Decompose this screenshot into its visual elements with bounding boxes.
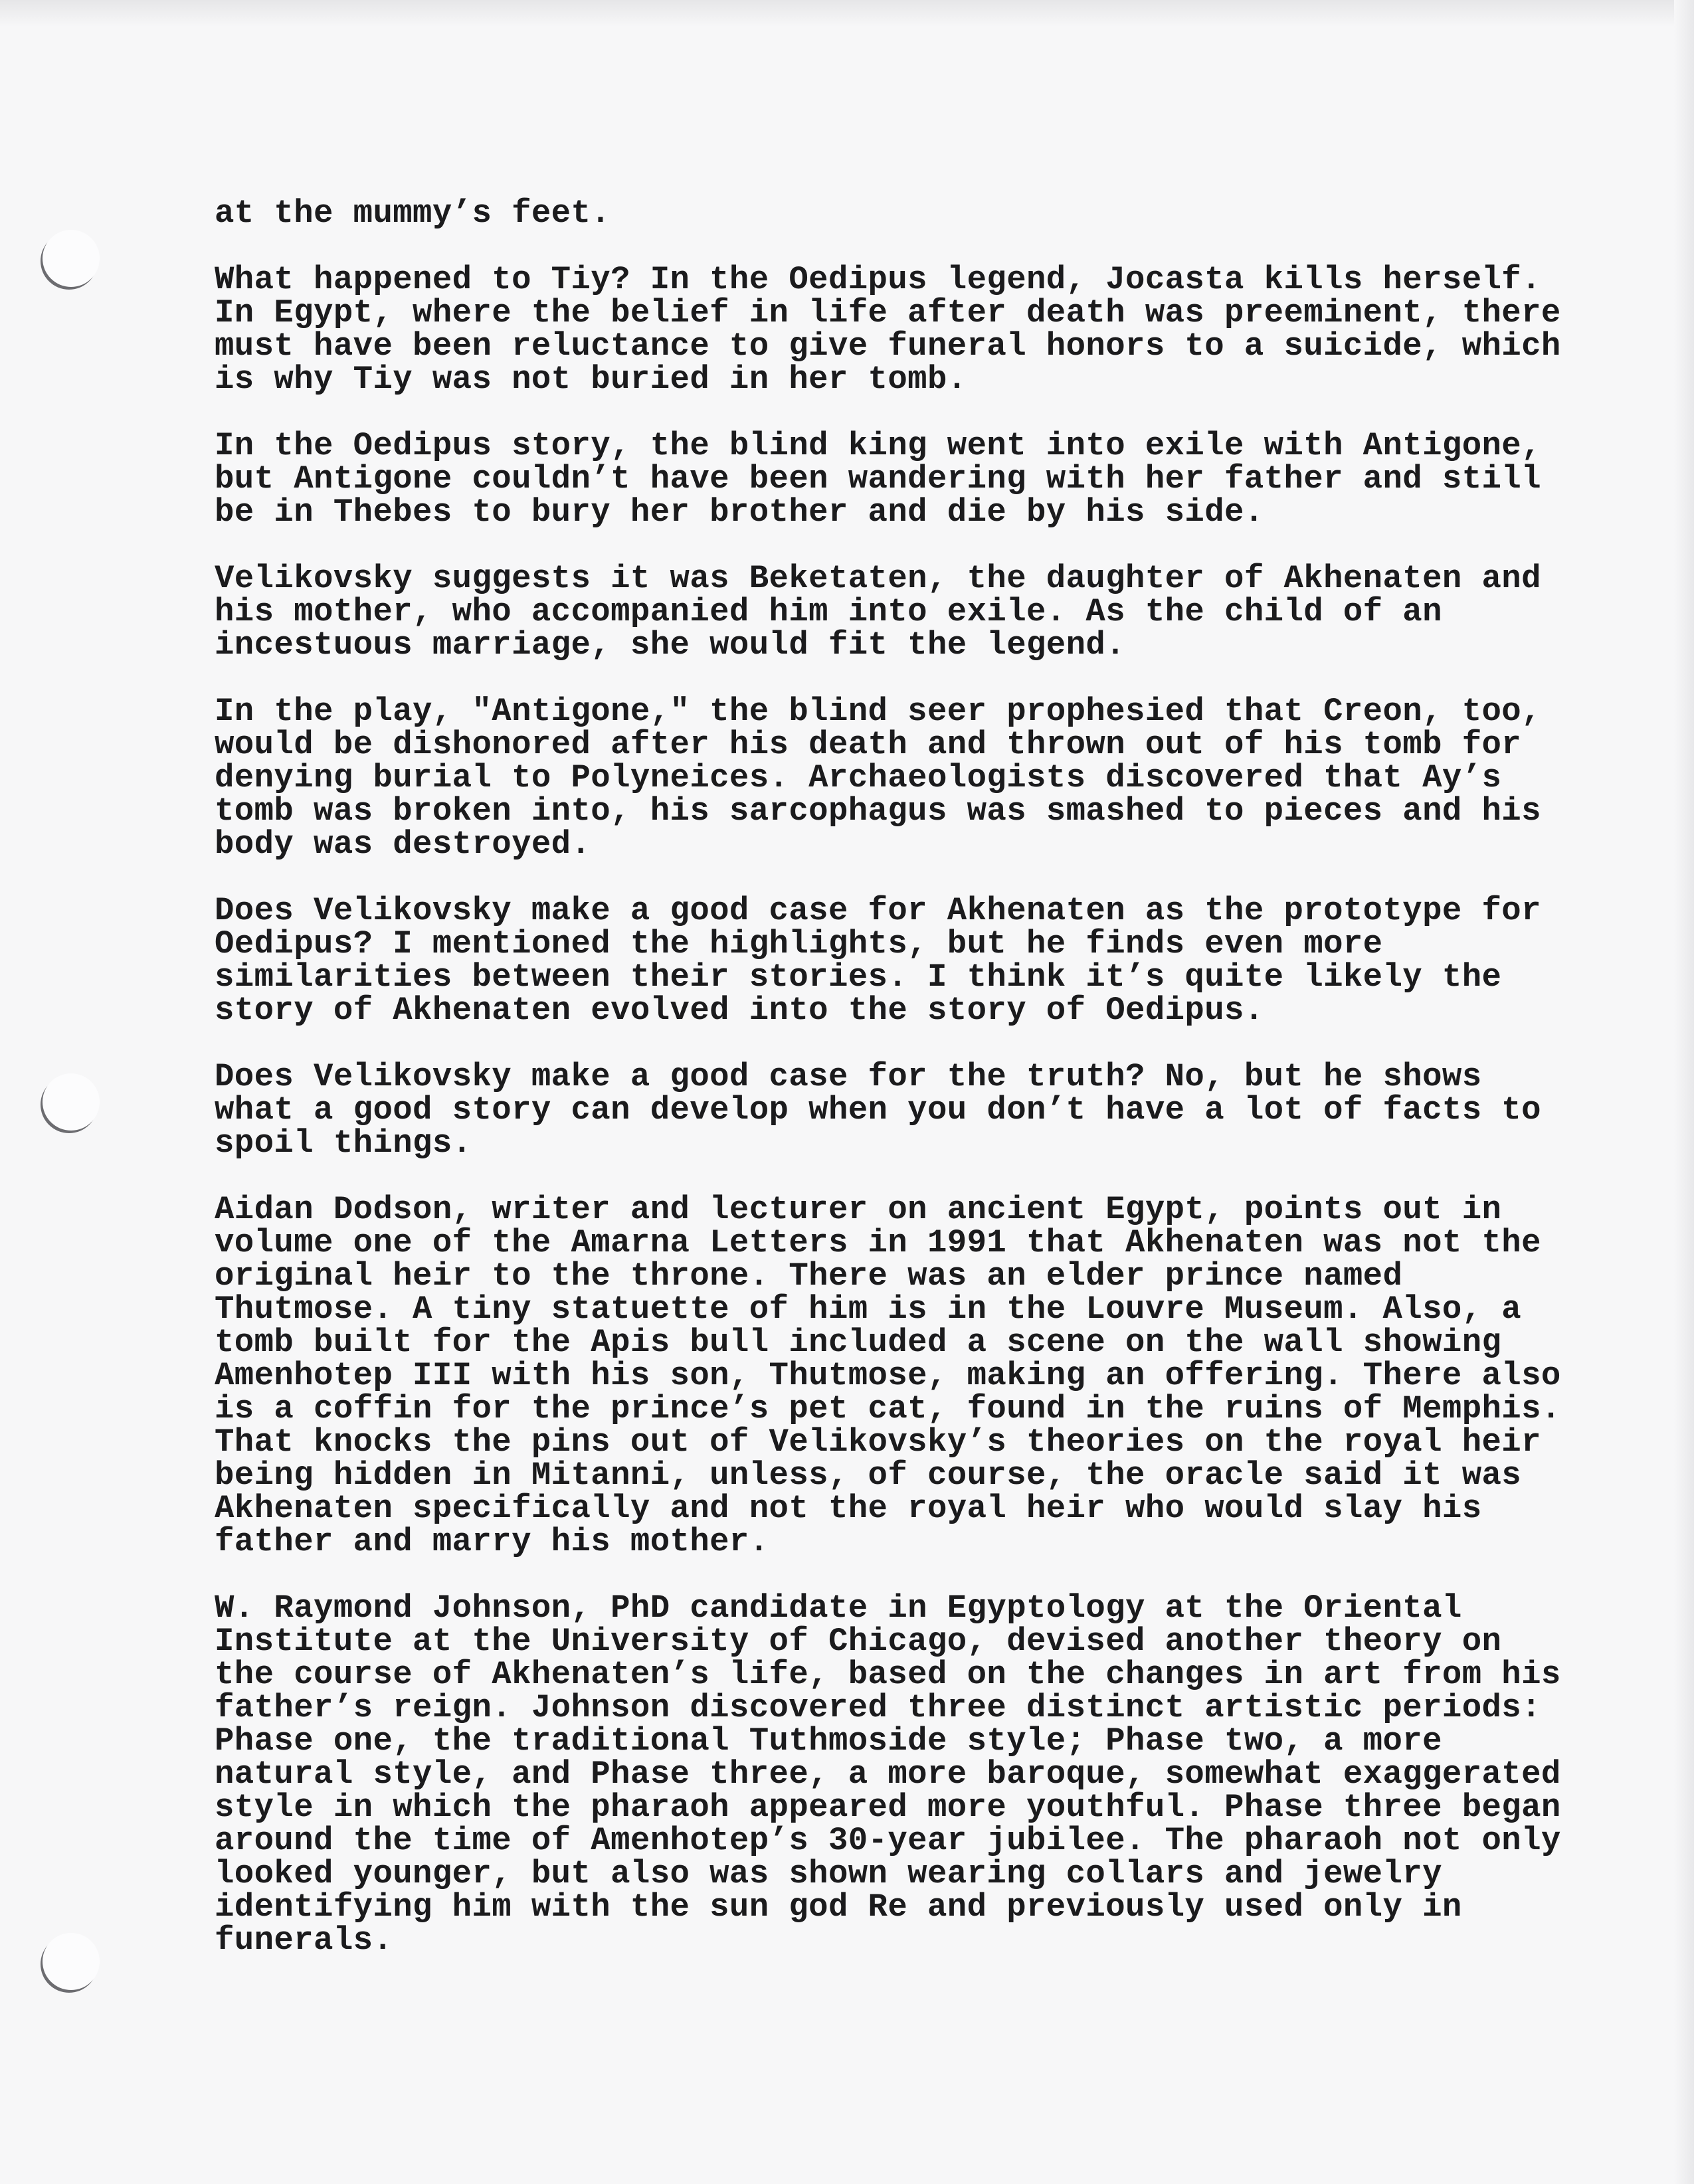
paragraph (215, 1592, 1643, 1957)
text-line: In Egypt, where the belief in life after death was preeminent, there (215, 294, 1561, 331)
text-line: That knocks the pins out of Velikovsky’s theories on the royal heir (215, 1423, 1541, 1461)
text-line: Does Velikovsky make a good case for Akhenaten as the prototype for (215, 892, 1541, 929)
text-line: tomb built for the Apis bull included a scene on the wall showing (215, 1324, 1502, 1361)
paragraph (215, 695, 1643, 861)
text-line: his mother, who accompanied him into exile. As the child of an (215, 593, 1442, 630)
text-line: Oedipus? I mentioned the highlights, but he finds even more (215, 925, 1383, 962)
text-line: spoil things. (215, 1125, 472, 1162)
text-line: be in Thebes to bury her brother and die by his side. (215, 494, 1264, 531)
text-line: natural style, and Phase three, a more baroque, somewhat exaggerated (215, 1756, 1561, 1793)
text-line: story of Akhenaten evolved into the story of Oedipus. (215, 992, 1264, 1029)
text-line: funerals. (215, 1922, 393, 1959)
text-line: tomb was broken into, his sarcophagus was smashed to pieces and his (215, 792, 1541, 830)
document-body (215, 197, 1643, 1990)
text-line: must have been reluctance to give funeral honors to a suicide, which (215, 327, 1561, 365)
text-line: but Antigone couldn’t have been wandering with her father and still (215, 460, 1541, 498)
text-line: identifying him with the sun god Re and previously used only in (215, 1888, 1462, 1926)
text-line: style in which the pharaoh appeared more youthful. Phase three began (215, 1789, 1561, 1826)
punch-hole-bottom (43, 1933, 100, 1990)
text-line: similarities between their stories. I think it’s quite likely the (215, 958, 1502, 996)
punch-hole-middle (43, 1073, 100, 1131)
text-line: W. Raymond Johnson, PhD candidate in Egyptology at the Oriental (215, 1590, 1462, 1627)
text-line: Velikovsky suggests it was Beketaten, the daughter of Akhenaten and (215, 560, 1541, 597)
text-line: In the Oedipus story, the blind king went into exile with Antigone, (215, 427, 1541, 464)
text-line: the course of Akhenaten’s life, based on the changes in art from his (215, 1656, 1561, 1693)
text-line: what a good story can develop when you don’t have a lot of facts to (215, 1091, 1541, 1129)
page-right-shadow (1674, 0, 1694, 2184)
text-line: is why Tiy was not buried in her tomb. (215, 361, 967, 398)
text-line: Phase one, the traditional Tuthmoside style; Phase two, a more (215, 1722, 1442, 1760)
text-line: father’s reign. Johnson discovered three distinct artistic periods: (215, 1689, 1541, 1726)
punch-hole-top (43, 230, 100, 287)
text-line: around the time of Amenhotep’s 30-year jubilee. The pharaoh not only (215, 1822, 1561, 1859)
text-line: father and marry his mother. (215, 1523, 769, 1560)
paragraph (215, 197, 1643, 230)
paragraph (215, 429, 1643, 529)
text-line: at the mummy’s feet. (215, 195, 611, 232)
text-line: being hidden in Mitanni, unless, of course, the oracle said it was (215, 1457, 1522, 1494)
paragraph (215, 894, 1643, 1027)
text-line: Amenhotep III with his son, Thutmose, making an offering. There also (215, 1357, 1561, 1394)
text-line: original heir to the throne. There was an elder prince named (215, 1257, 1403, 1295)
page-top-shadow (0, 0, 1694, 27)
paragraph (215, 562, 1643, 662)
text-line: Does Velikovsky make a good case for the truth? No, but he shows (215, 1058, 1482, 1095)
text-line: would be dishonored after his death and thrown out of his tomb for (215, 726, 1522, 763)
paragraph (215, 1193, 1643, 1558)
text-line: Akhenaten specifically and not the royal heir who would slay his (215, 1490, 1482, 1527)
text-line: Aidan Dodson, writer and lecturer on ancient Egypt, points out in (215, 1191, 1502, 1228)
text-line: Thutmose. A tiny statuette of him is in the Louvre Museum. Also, a (215, 1291, 1522, 1328)
paragraph (215, 263, 1643, 396)
text-line: In the play, "Antigone," the blind seer prophesied that Creon, too, (215, 693, 1541, 730)
text-line: volume one of the Amarna Letters in 1991 that Akhenaten was not the (215, 1224, 1541, 1261)
text-line: denying burial to Polyneices. Archaeologists discovered that Ay’s (215, 759, 1502, 796)
text-line: looked younger, but also was shown wearing collars and jewelry (215, 1855, 1442, 1892)
text-line: body was destroyed. (215, 826, 591, 863)
text-line: Institute at the University of Chicago, devised another theory on (215, 1623, 1502, 1660)
text-line: incestuous marriage, she would fit the legend. (215, 626, 1126, 664)
text-line: is a coffin for the prince’s pet cat, found in the ruins of Memphis. (215, 1390, 1561, 1427)
paragraph (215, 1060, 1643, 1160)
text-line: What happened to Tiy? In the Oedipus legend, Jocasta kills herself. (215, 261, 1541, 298)
